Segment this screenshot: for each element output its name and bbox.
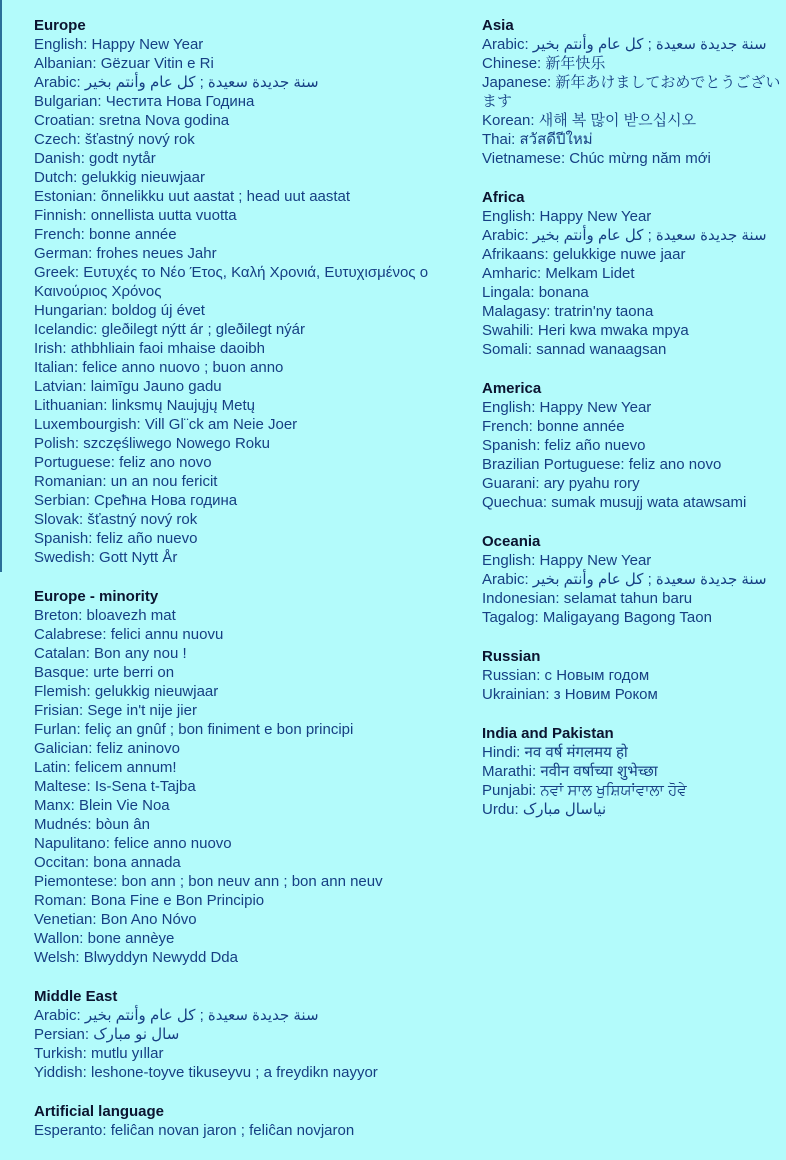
language-label: Arabic:: [482, 571, 533, 588]
section-oceania: [482, 532, 782, 627]
greeting-phrase: สวัสดีปีใหม่: [519, 131, 593, 148]
greeting-phrase: laimīgu Jauno gadu: [90, 378, 222, 395]
language-label: Thai:: [482, 131, 520, 148]
language-label: Estonian:: [34, 188, 101, 205]
greeting-phrase: feliz ano novo: [119, 454, 212, 471]
greeting-phrase: frohes neues Jahr: [96, 245, 217, 262]
greeting-phrase: Vill Gl¨ck am Neie Joer: [144, 416, 298, 433]
greeting-phrase: felice anno nuovo ; buon anno: [82, 359, 284, 376]
language-label: Luxembourgish:: [34, 416, 145, 433]
language-label: Urdu:: [482, 801, 523, 818]
greeting-entry: [34, 415, 464, 434]
greeting-entry: [482, 589, 782, 608]
greeting-phrase: bòun ân: [95, 816, 150, 833]
greeting-phrase: Happy New Year: [539, 208, 652, 225]
greeting-entry: [34, 606, 464, 625]
greeting-phrase: selamat tahun baru: [563, 590, 693, 607]
language-label: Ukrainian:: [482, 686, 554, 703]
greeting-entry: [482, 226, 782, 245]
greeting-phrase: onnellista uutta vuotta: [90, 207, 237, 224]
greeting-phrase: felicem annum!: [74, 759, 177, 776]
greeting-phrase: Maligayang Bagong Taon: [542, 609, 712, 626]
greeting-phrase: felici annu nuovu: [110, 626, 224, 643]
greeting-phrase: Heri kwa mwaka mpya: [537, 322, 689, 339]
language-label: Roman:: [34, 892, 91, 909]
greeting-phrase: bonana: [538, 284, 589, 301]
greeting-phrase: ary pyahu rory: [543, 475, 640, 492]
language-label: Esperanto:: [34, 1122, 111, 1139]
greeting-entry: [34, 682, 464, 701]
greeting-entry: [34, 1063, 464, 1082]
greeting-entry: [482, 781, 782, 800]
greeting-phrase: Happy New Year: [91, 36, 204, 53]
language-label: Italian:: [34, 359, 83, 376]
language-label: English:: [34, 36, 92, 53]
language-label: Brazilian Portuguese:: [482, 456, 629, 473]
greeting-entry: [34, 1044, 464, 1063]
language-label: Galician:: [34, 740, 97, 757]
greeting-phrase: šťastný nový rok: [84, 131, 195, 148]
greeting-entry: [482, 455, 782, 474]
greeting-entry: [34, 244, 464, 263]
greeting-entry: [482, 35, 782, 54]
greeting-entry: [482, 111, 782, 130]
greeting-entry: [34, 320, 464, 339]
language-label: French:: [482, 418, 538, 435]
greeting-entry: [34, 910, 464, 929]
language-label: Wallon:: [34, 930, 88, 947]
greeting-entry: [482, 436, 782, 455]
greeting-entry: [34, 434, 464, 453]
greeting-entry: [34, 225, 464, 244]
language-label: Spanish:: [482, 437, 545, 454]
greeting-phrase: feliz año nuevo: [96, 530, 198, 547]
greeting-entry: [34, 510, 464, 529]
section-title: Artificial language: [34, 1103, 165, 1120]
greeting-entry: [482, 398, 782, 417]
greeting-phrase: gelukkige nuwe jaar: [552, 246, 686, 263]
greeting-entry: [34, 396, 464, 415]
language-label: Quechua:: [482, 494, 552, 511]
greeting-entry: [482, 302, 782, 321]
greeting-entry: [34, 472, 464, 491]
greeting-phrase: bon ann ; bon neuv ann ; bon ann neuv: [121, 873, 383, 890]
greeting-phrase: Blein Vie Noa: [79, 797, 170, 814]
language-label: Icelandic:: [34, 321, 102, 338]
language-label: Arabic:: [482, 36, 533, 53]
greeting-entry: [482, 551, 782, 570]
language-label: Greek:: [34, 264, 84, 281]
greeting-entry: [482, 130, 782, 149]
greeting-phrase: Happy New Year: [539, 552, 652, 569]
greeting-phrase: un an nou fericit: [110, 473, 218, 490]
language-label: Swedish:: [34, 549, 100, 566]
language-label: Albanian:: [34, 55, 101, 72]
section-title: Oceania: [482, 533, 541, 550]
greeting-phrase: Blwyddyn Newydd Dda: [83, 949, 238, 966]
language-label: Croatian:: [34, 112, 100, 129]
greeting-phrase: mutlu yıllar: [90, 1045, 164, 1062]
language-label: Slovak:: [34, 511, 88, 528]
greeting-phrase: bone annèye: [87, 930, 175, 947]
language-label: French:: [34, 226, 90, 243]
greeting-entry: [34, 815, 464, 834]
language-label: German:: [34, 245, 97, 262]
language-label: Yiddish:: [34, 1064, 91, 1081]
greeting-phrase: Срећна Нова година: [94, 492, 238, 509]
greeting-phrase: 新年あけましておめでとうございます: [482, 74, 781, 110]
greeting-entry: [34, 35, 464, 54]
greeting-phrase: سنة جديدة سعيدة ; كل عام وأنتم بخير: [84, 1007, 319, 1024]
section-title: Africa: [482, 189, 525, 206]
greeting-phrase: urte berri on: [93, 664, 175, 681]
greeting-phrase: bona annada: [93, 854, 181, 871]
greeting-phrase: gelukkig nieuwjaar: [81, 169, 205, 186]
greeting-entry: [34, 1025, 464, 1044]
greeting-entry: [34, 377, 464, 396]
section-title: Russian: [482, 648, 541, 665]
greeting-entry: [482, 340, 782, 359]
greeting-phrase: godt nytår: [89, 150, 156, 167]
greeting-entry: [34, 834, 464, 853]
greeting-phrase: feliz aninovo: [96, 740, 180, 757]
language-label: Napulitano:: [34, 835, 115, 852]
greeting-entry: [34, 453, 464, 472]
greeting-phrase: с Новым годом: [544, 667, 650, 684]
language-label: Basque:: [34, 664, 94, 681]
greeting-entry: [34, 663, 464, 682]
greeting-entry: [34, 777, 464, 796]
language-label: Turkish:: [34, 1045, 91, 1062]
greeting-entry: [482, 743, 782, 762]
greeting-phrase: سنة جديدة سعيدة ; كل عام وأنتم بخير: [532, 36, 767, 53]
greeting-entry: [34, 111, 464, 130]
section-middle-east: [34, 987, 464, 1082]
language-label: Serbian:: [34, 492, 95, 509]
greeting-phrase: felice anno nuovo: [114, 835, 232, 852]
greeting-phrase: Sege in't nije jier: [87, 702, 197, 719]
greeting-entry: [482, 570, 782, 589]
language-label: Arabic:: [34, 74, 85, 91]
language-label: Finnish:: [34, 207, 91, 224]
greeting-phrase: سنة جديدة سعيدة ; كل عام وأنتم بخير: [84, 74, 319, 91]
greeting-entry: [34, 263, 464, 301]
greeting-phrase: sumak musujj wata atawsami: [551, 494, 747, 511]
greeting-entry: [34, 796, 464, 815]
greeting-entry: [34, 358, 464, 377]
left-edge-line: [0, 0, 2, 572]
language-label: Irish:: [34, 340, 71, 357]
section-america: [482, 379, 782, 512]
greeting-entry: [34, 853, 464, 872]
greeting-entry: [482, 493, 782, 512]
greeting-phrase: õnnelikku uut aastat ; head uut aastat: [100, 188, 351, 205]
greeting-phrase: نیاسال مبارک: [522, 801, 607, 818]
greeting-entry: [482, 685, 782, 704]
language-label: Lingala:: [482, 284, 539, 301]
language-label: Somali:: [482, 341, 537, 358]
language-label: Dutch:: [34, 169, 82, 186]
greeting-phrase: gelukkig nieuwjaar: [94, 683, 219, 700]
section-title: Asia: [482, 17, 514, 34]
greeting-phrase: Melkam Lidet: [545, 265, 635, 282]
greeting-entry: [482, 608, 782, 627]
greeting-entry: [482, 245, 782, 264]
language-label: Japanese:: [482, 74, 556, 91]
greeting-phrase: athbhliain faoi mhaise daoibh: [70, 340, 265, 357]
greeting-phrase: szczęśliwego Nowego Roku: [83, 435, 270, 452]
greeting-entry: [34, 1121, 464, 1140]
greeting-entry: [34, 1006, 464, 1025]
greeting-entry: [34, 758, 464, 777]
greeting-entry: [482, 666, 782, 685]
language-label: Piemontese:: [34, 873, 122, 890]
section-title: Europe - minority: [34, 588, 159, 605]
greeting-entry: [34, 54, 464, 73]
greeting-phrase: ਨਵਾਂ ਸਾਲ ਖੁਸ਼ਿਯਾਂਵਾਲਾ ਹੋਵੇ: [540, 782, 687, 799]
greeting-entry: [34, 491, 464, 510]
language-label: Czech:: [34, 131, 85, 148]
section-russian: [482, 647, 782, 704]
language-label: Afrikaans:: [482, 246, 553, 263]
greeting-phrase: Bon any nou !: [94, 645, 187, 662]
language-label: English:: [482, 208, 540, 225]
language-label: Flemish:: [34, 683, 95, 700]
greeting-entry: [34, 187, 464, 206]
greeting-entry: [34, 73, 464, 92]
greeting-phrase: Bon Ano Nóvo: [100, 911, 197, 928]
language-label: Catalan:: [34, 645, 95, 662]
language-label: Spanish:: [34, 530, 97, 547]
section-europe: [34, 16, 464, 567]
language-label: Danish:: [34, 150, 90, 167]
greeting-phrase: سنة جديدة سعيدة ; كل عام وأنتم بخير: [532, 227, 767, 244]
greeting-phrase: Gott Nytt År: [99, 549, 178, 566]
language-label: Welsh:: [34, 949, 84, 966]
greeting-phrase: з Новим Роком: [553, 686, 658, 703]
language-label: Manx:: [34, 797, 80, 814]
language-label: Amharic:: [482, 265, 546, 282]
language-label: Romanian:: [34, 473, 111, 490]
greeting-phrase: sannad wanaagsan: [536, 341, 667, 358]
language-label: Furlan:: [34, 721, 85, 738]
language-label: Frisian:: [34, 702, 88, 719]
greeting-phrase: šťastný nový rok: [87, 511, 198, 528]
language-label: Persian:: [34, 1026, 94, 1043]
greeting-phrase: 새해 복 많이 받으십시오: [538, 112, 697, 129]
language-label: Chinese:: [482, 55, 546, 72]
greeting-phrase: Gëzuar Vitin e Ri: [100, 55, 214, 72]
greeting-phrase: leshone-toyve tikuseyvu ; a freydikn nayyor: [90, 1064, 378, 1081]
language-label: Polish:: [34, 435, 84, 452]
language-label: Punjabi:: [482, 782, 541, 799]
greeting-entry: [482, 207, 782, 226]
greeting-phrase: bonne année: [537, 418, 625, 435]
greeting-entry: [34, 130, 464, 149]
greeting-entry: [34, 701, 464, 720]
section-title: Europe: [34, 17, 86, 34]
language-label: Portuguese:: [34, 454, 120, 471]
language-label: Tagalog:: [482, 609, 543, 626]
language-label: Swahili:: [482, 322, 538, 339]
greeting-entry: [34, 339, 464, 358]
greeting-entry: [482, 417, 782, 436]
language-label: Lithuanian:: [34, 397, 112, 414]
greeting-entry: [482, 54, 782, 73]
greeting-entry: [482, 283, 782, 302]
language-label: Indonesian:: [482, 590, 564, 607]
language-label: Occitan:: [34, 854, 94, 871]
language-label: Latvian:: [34, 378, 91, 395]
greeting-phrase: bloavezh mat: [86, 607, 176, 624]
greeting-entry: [34, 739, 464, 758]
greeting-phrase: Честита Нова Година: [105, 93, 255, 110]
section-title: America: [482, 380, 542, 397]
language-label: Hungarian:: [34, 302, 112, 319]
language-label: Arabic:: [34, 1007, 85, 1024]
language-label: Venetian:: [34, 911, 101, 928]
right-column: [482, 16, 782, 839]
greeting-phrase: feliz año nuevo: [544, 437, 646, 454]
language-label: Vietnamese:: [482, 150, 570, 167]
greeting-entry: [34, 301, 464, 320]
language-label: Korean:: [482, 112, 539, 129]
language-label: Mudnés:: [34, 816, 96, 833]
greeting-phrase: Chúc mừng năm mới: [569, 150, 711, 167]
section-title: India and Pakistan: [482, 725, 614, 742]
greeting-entry: [34, 548, 464, 567]
greeting-phrase: boldog új évet: [111, 302, 205, 319]
greeting-entry: [482, 264, 782, 283]
greeting-entry: [34, 644, 464, 663]
section-europe-minority: [34, 587, 464, 967]
language-label: English:: [482, 552, 540, 569]
section-asia: [482, 16, 782, 168]
language-label: Guarani:: [482, 475, 544, 492]
greeting-phrase: Bona Fine e Bon Principio: [90, 892, 265, 909]
greeting-entry: [34, 948, 464, 967]
greeting-phrase: feliç an gnûf ; bon finiment e bon principi: [84, 721, 354, 738]
greeting-phrase: tratrin'ny taona: [554, 303, 654, 320]
language-label: Breton:: [34, 607, 87, 624]
greeting-phrase: linksmų Naujųjų Metų: [111, 397, 255, 414]
greeting-entry: [482, 73, 782, 111]
greeting-phrase: 新年快乐: [545, 55, 606, 72]
left-column: [34, 16, 464, 1160]
language-label: Maltese:: [34, 778, 95, 795]
greeting-phrase: gleðilegt nýtt ár ; gleðilegt nýár: [101, 321, 305, 338]
greeting-phrase: नव वर्ष मंगलमय हो: [524, 744, 628, 761]
greeting-phrase: feliz ano novo: [628, 456, 722, 473]
language-label: Bulgarian:: [34, 93, 106, 110]
language-label: Marathi:: [482, 763, 541, 780]
greeting-entry: [34, 929, 464, 948]
greeting-entry: [482, 474, 782, 493]
greeting-entry: [34, 891, 464, 910]
greeting-phrase: sretna Nova godina: [99, 112, 230, 129]
language-label: English:: [482, 399, 540, 416]
language-label: Calabrese:: [34, 626, 111, 643]
section-africa: [482, 188, 782, 359]
language-label: Arabic:: [482, 227, 533, 244]
greeting-entry: [34, 872, 464, 891]
section-india-and-pakistan: [482, 724, 782, 819]
language-label: Malagasy:: [482, 303, 555, 320]
greeting-phrase: Happy New Year: [539, 399, 652, 416]
section-artificial-language: [34, 1102, 464, 1140]
greeting-entry: [34, 92, 464, 111]
greeting-entry: [34, 168, 464, 187]
language-label: Latin:: [34, 759, 75, 776]
greeting-entry: [34, 529, 464, 548]
greeting-phrase: سنة جديدة سعيدة ; كل عام وأنتم بخير: [532, 571, 767, 588]
greeting-entry: [34, 206, 464, 225]
greeting-entry: [34, 720, 464, 739]
greeting-entry: [482, 762, 782, 781]
greeting-phrase: سال نو مبارک: [93, 1026, 180, 1043]
greeting-phrase: Ευτυχές το Νέο Έτος, Καλή Χρονιά, Ευτυχισμένος ο Καινούριος Χρόνος: [34, 264, 429, 300]
greeting-entry: [482, 800, 782, 819]
greeting-entry: [482, 321, 782, 340]
greeting-entry: [34, 149, 464, 168]
greeting-entry: [34, 625, 464, 644]
greeting-phrase: bonne année: [89, 226, 177, 243]
greeting-entry: [482, 149, 782, 168]
greeting-phrase: feliĉan novan jaron ; feliĉan novjaron: [110, 1122, 355, 1139]
language-label: Hindi:: [482, 744, 525, 761]
language-label: Russian:: [482, 667, 545, 684]
greeting-phrase: Is-Sena t-Tajba: [94, 778, 196, 795]
section-title: Middle East: [34, 988, 118, 1005]
greeting-phrase: नवीन वर्षाच्या शुभेच्छा: [540, 763, 658, 780]
